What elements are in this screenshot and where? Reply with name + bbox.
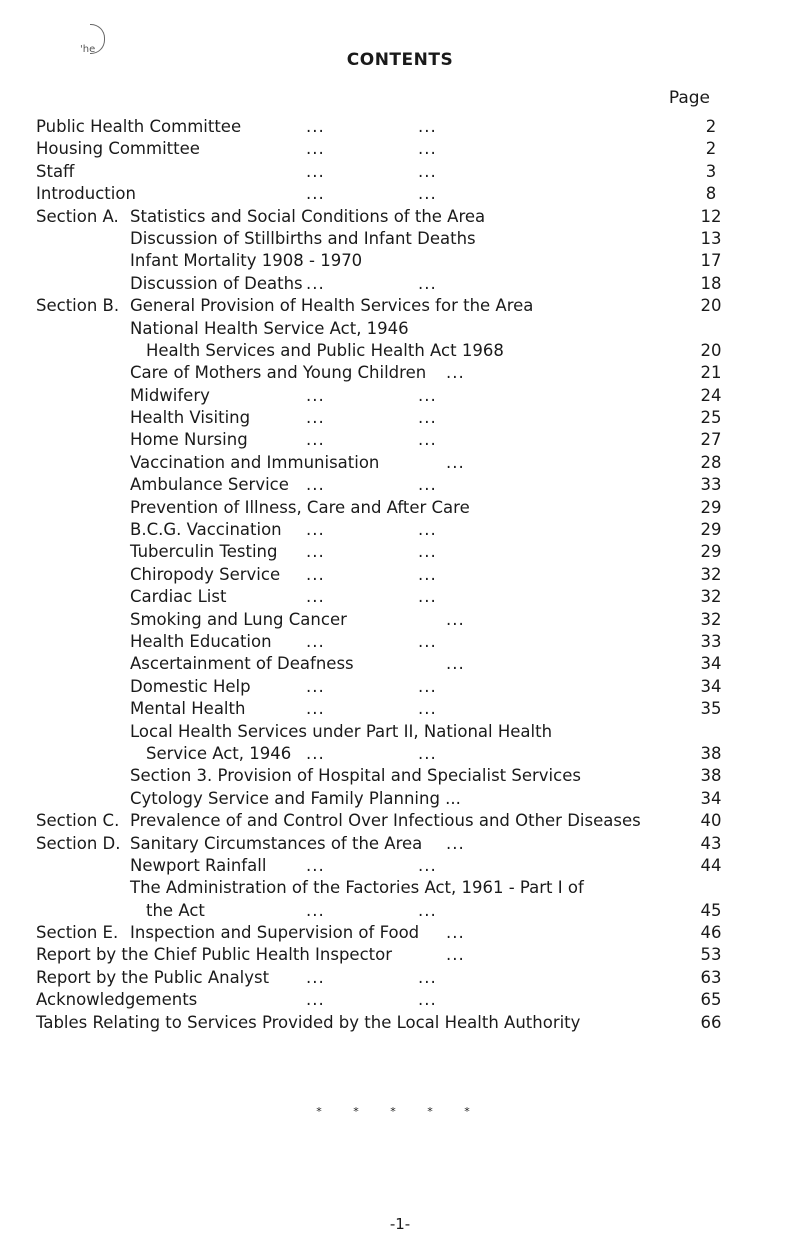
toc-entry (36, 519, 736, 541)
toc-page-number: 27 (700, 430, 722, 450)
toc-entry-title: Prevalence of and Control Over Infectious and Other Diseases (130, 811, 641, 831)
toc-entry-title: Vaccination and Immunisation (130, 452, 380, 472)
toc-entry (36, 609, 736, 631)
toc-entry (36, 474, 736, 496)
toc-leader-dots: ... (418, 161, 437, 181)
toc-entry (36, 116, 736, 138)
toc-entry-title: Health Education (130, 631, 272, 651)
toc-entry (36, 564, 736, 586)
toc-page-number: 38 (700, 743, 722, 763)
toc-leader-dots: ... (306, 385, 325, 405)
toc-entry (36, 362, 736, 384)
toc-entry-title: Discussion of Stillbirths and Infant Deaths (130, 228, 476, 248)
toc-entry (36, 340, 736, 362)
toc-leader-dots: ... (446, 833, 465, 853)
toc-entry (36, 810, 736, 832)
toc-page-number: 21 (700, 363, 722, 383)
toc-leader-dots: ... (306, 900, 325, 920)
toc-leader-dots: ... (306, 542, 325, 562)
toc-entry-title: Cardiac List (130, 587, 227, 607)
toc-leader-dots: ... (306, 564, 325, 584)
toc-entry-title: Ascertainment of Deafness (130, 654, 354, 674)
toc-page-number: 28 (700, 452, 722, 472)
toc-leader-dots: ... (306, 520, 325, 540)
toc-entry (36, 250, 736, 272)
toc-page-number: 35 (700, 699, 722, 719)
toc-leader-dots: ... (306, 408, 325, 428)
toc-entry-title: Public Health Committee (36, 117, 242, 136)
toc-leader-dots: ... (418, 631, 437, 651)
toc-entry-title: Tuberculin Testing (130, 542, 278, 562)
toc-leader-dots: ... (446, 654, 465, 674)
toc-entry (36, 788, 736, 810)
toc-section-label: Section B. (36, 296, 120, 316)
toc-entry (36, 877, 736, 899)
toc-page-number: 18 (700, 273, 722, 293)
toc-entry-title: Ambulance Service (130, 475, 289, 495)
toc-entry-title: Newport Rainfall (130, 855, 267, 875)
toc-entry-title: The Administration of the Factories Act, 1961 - Part I of (130, 878, 584, 898)
toc-entry (36, 721, 736, 743)
toc-section-label: Section A. (36, 206, 119, 226)
toc-entry-title: Cytology Service and Family Planning ... (130, 788, 461, 808)
toc-entry-title: Staff (36, 161, 75, 181)
toc-entry-title: Introduction (36, 184, 136, 204)
toc-page-number: 33 (700, 631, 722, 651)
toc-leader-dots: ... (446, 363, 465, 383)
toc-entry-title: National Health Service Act, 1946 (130, 318, 409, 338)
toc-entry (36, 138, 736, 160)
toc-page-number: 32 (700, 609, 722, 629)
toc-entry (36, 922, 736, 944)
toc-entry-title: Discussion of Deaths (130, 273, 303, 293)
toc-entry-title: Inspection and Supervision of Food (130, 923, 420, 943)
toc-page-number: 44 (700, 855, 722, 875)
toc-entry-title: Mental Health (130, 699, 246, 719)
toc-entry-title: Report by the Public Analyst (36, 967, 270, 987)
toc-entry (36, 586, 736, 608)
toc-entry (36, 497, 736, 519)
toc-entry (36, 676, 736, 698)
toc-page-number: 32 (700, 564, 722, 584)
toc-page-number: 34 (700, 788, 722, 808)
toc-entry-title: Local Health Services under Part II, National Health (130, 721, 553, 741)
toc-entry (36, 631, 736, 653)
toc-leader-dots: ... (446, 945, 465, 965)
toc-entry-title: Statistics and Social Conditions of the Area (130, 206, 486, 226)
toc-leader-dots: ... (306, 676, 325, 696)
toc-page-number: 63 (700, 967, 722, 987)
toc-leader-dots: ... (418, 273, 437, 293)
toc-entry-title: Domestic Help (130, 676, 251, 696)
toc-leader-dots: ... (306, 184, 325, 204)
toc-page-number: 25 (700, 408, 722, 428)
corner-text: 'he (80, 44, 96, 55)
toc-leader-dots: ... (306, 631, 325, 651)
toc-entry (36, 944, 736, 966)
toc-entry-title: B.C.G. Vaccination (130, 520, 282, 540)
toc-entry-title: Midwifery (130, 385, 210, 405)
toc-section-label: Section C. (36, 811, 120, 831)
toc-entry (36, 653, 736, 675)
toc-page-number: 17 (700, 251, 722, 271)
toc-entry (36, 452, 736, 474)
toc-leader-dots: ... (418, 676, 437, 696)
toc-leader-dots: ... (418, 385, 437, 405)
toc-page-number: 34 (700, 676, 722, 696)
toc-page-number: 46 (700, 923, 722, 943)
toc-entry-title: Report by the Chief Public Health Inspector (36, 945, 392, 965)
toc-section-label: Section E. (36, 923, 119, 943)
toc-page-number: 13 (700, 228, 722, 248)
toc-entry-title: the Act (146, 900, 205, 920)
toc-entry (36, 273, 736, 295)
toc-leader-dots: ... (446, 452, 465, 472)
toc-entry (36, 183, 736, 205)
toc-page-number: 29 (700, 520, 722, 540)
toc-entry (36, 698, 736, 720)
toc-entry (36, 967, 736, 989)
toc-leader-dots: ... (306, 475, 325, 495)
toc-leader-dots: ... (418, 117, 437, 136)
toc-entry (36, 318, 736, 340)
star-divider: * * * * * (316, 1105, 484, 1118)
toc-entry (36, 1012, 736, 1034)
toc-entry (36, 385, 736, 407)
toc-entry (36, 228, 736, 250)
toc-page-number: 53 (700, 945, 722, 965)
toc-entry-title: Health Services and Public Health Act 1968 (146, 340, 504, 360)
toc-page-number: 40 (700, 811, 722, 831)
toc-entry-title: Tables Relating to Services Provided by the Local Health Authority (36, 1012, 581, 1032)
table-of-contents (36, 116, 736, 1034)
toc-entry-title: Housing Committee (36, 139, 200, 159)
toc-leader-dots: ... (418, 564, 437, 584)
toc-page-number: 45 (700, 900, 722, 920)
toc-page-number: 2 (705, 117, 717, 136)
toc-leader-dots: ... (418, 520, 437, 540)
toc-entry (36, 429, 736, 451)
toc-entry-title: Care of Mothers and Young Children (130, 363, 427, 383)
toc-leader-dots: ... (306, 743, 325, 763)
toc-leader-dots: ... (418, 743, 437, 763)
toc-entry (36, 407, 736, 429)
toc-leader-dots: ... (306, 117, 325, 136)
toc-entry-title: Infant Mortality 1908 - 1970 (130, 251, 363, 271)
toc-leader-dots: ... (418, 184, 437, 204)
toc-page-number: 8 (705, 184, 717, 204)
toc-section-label: Section D. (36, 833, 121, 853)
toc-page-number: 2 (705, 139, 717, 159)
toc-entry (36, 161, 736, 183)
toc-leader-dots: ... (418, 139, 437, 159)
toc-entry-title: Sanitary Circumstances of the Area (130, 833, 423, 853)
toc-entry-title: General Provision of Health Services for the Area (130, 296, 534, 316)
toc-leader-dots: ... (418, 967, 437, 987)
toc-page-number: 38 (700, 766, 722, 786)
toc-entry-title: Health Visiting (130, 408, 251, 428)
toc-page-number: 20 (700, 340, 722, 360)
toc-page-number: 29 (700, 542, 722, 562)
toc-entry-title: Acknowledgements (36, 990, 198, 1010)
toc-entry (36, 989, 736, 1011)
toc-leader-dots: ... (418, 587, 437, 607)
toc-entry-title: Service Act, 1946 (146, 743, 292, 763)
toc-entry (36, 900, 736, 922)
toc-leader-dots: ... (306, 855, 325, 875)
toc-entry (36, 833, 736, 855)
toc-page-number: 66 (700, 1012, 722, 1032)
toc-entry-title: Smoking and Lung Cancer (130, 609, 347, 629)
toc-page-number: 29 (700, 497, 722, 517)
toc-entry (36, 765, 736, 787)
toc-entry (36, 541, 736, 563)
toc-leader-dots: ... (418, 475, 437, 495)
page-column-header: Page (668, 88, 710, 108)
toc-entry-title: Prevention of Illness, Care and After Care (130, 497, 470, 517)
toc-page-number: 12 (700, 206, 722, 226)
toc-entry (36, 295, 736, 317)
page-number: -1- (389, 1215, 411, 1233)
toc-entry (36, 206, 736, 228)
toc-page-number: 43 (700, 833, 722, 853)
toc-page-number: 34 (700, 654, 722, 674)
page-title: CONTENTS (346, 50, 454, 70)
toc-leader-dots: ... (418, 430, 437, 450)
toc-leader-dots: ... (418, 900, 437, 920)
toc-page-number: 33 (700, 475, 722, 495)
toc-leader-dots: ... (306, 967, 325, 987)
toc-leader-dots: ... (418, 542, 437, 562)
toc-leader-dots: ... (306, 430, 325, 450)
toc-leader-dots: ... (418, 990, 437, 1010)
toc-leader-dots: ... (306, 699, 325, 719)
toc-entry-title: Home Nursing (130, 430, 248, 450)
toc-page-number: 65 (700, 990, 722, 1010)
toc-page-number: 32 (700, 587, 722, 607)
toc-page-number: 20 (700, 296, 722, 316)
toc-leader-dots: ... (306, 990, 325, 1010)
toc-leader-dots: ... (306, 587, 325, 607)
toc-leader-dots: ... (306, 139, 325, 159)
toc-page-number: 3 (705, 161, 717, 181)
toc-page-number: 24 (700, 385, 722, 405)
toc-entry (36, 855, 736, 877)
toc-leader-dots: ... (418, 408, 437, 428)
toc-leader-dots: ... (446, 609, 465, 629)
toc-entry-title: Chiropody Service (130, 564, 281, 584)
toc-entry-title: Section 3. Provision of Hospital and Specialist Services (130, 766, 581, 786)
toc-leader-dots: ... (418, 855, 437, 875)
toc-leader-dots: ... (306, 161, 325, 181)
toc-leader-dots: ... (418, 699, 437, 719)
toc-leader-dots: ... (306, 273, 325, 293)
toc-leader-dots: ... (446, 923, 465, 943)
toc-entry (36, 743, 736, 765)
